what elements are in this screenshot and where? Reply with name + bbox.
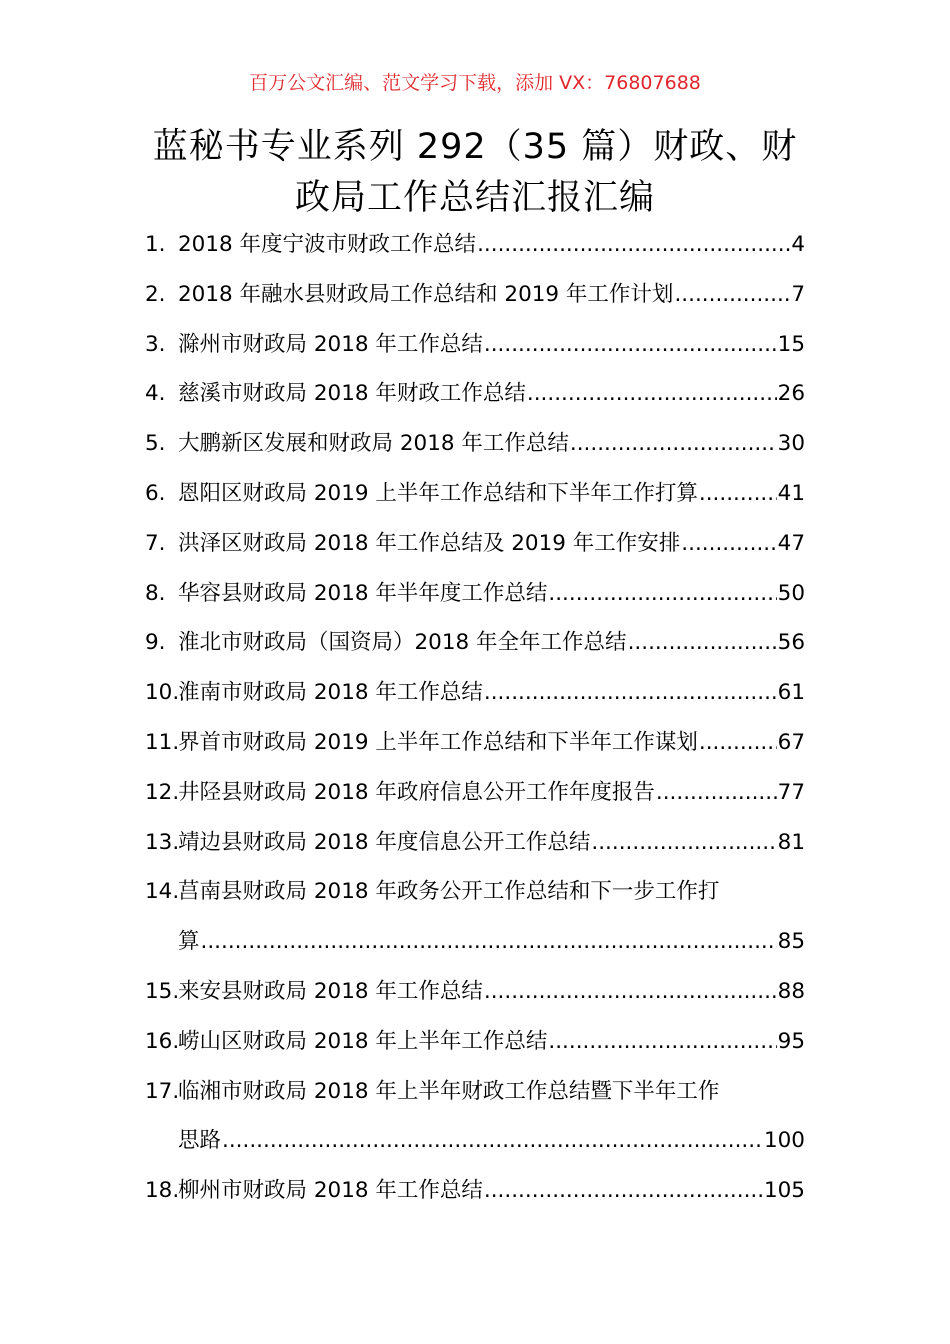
dot-leader xyxy=(656,777,777,809)
dot-leader xyxy=(201,926,777,958)
toc-entry[interactable] xyxy=(145,777,805,827)
toc-entry[interactable] xyxy=(145,1175,805,1225)
toc-page: 61 xyxy=(777,680,805,706)
toc-title: 洪泽区财政局 2018 年工作总结及 2019 年工作安排 xyxy=(178,530,681,556)
dot-leader xyxy=(628,627,777,659)
toc-number: 13. xyxy=(145,829,180,855)
toc-title: 慈溪市财政局 2018 年财政工作总结 xyxy=(178,381,526,407)
dot-leader xyxy=(484,677,777,709)
toc-page: 88 xyxy=(777,978,805,1004)
toc-number: 12. xyxy=(145,779,180,805)
dot-leader xyxy=(484,976,777,1008)
dot-leader xyxy=(548,1026,776,1058)
dot-leader xyxy=(681,528,776,560)
toc-page: 50 xyxy=(777,580,805,606)
toc-entry[interactable] xyxy=(145,727,805,777)
toc-page: 67 xyxy=(777,729,805,755)
toc-title: 柳州市财政局 2018 年工作总结 xyxy=(178,1178,483,1204)
toc-entry[interactable] xyxy=(145,1026,805,1076)
toc-page: 41 xyxy=(777,480,805,506)
toc-entry-continued[interactable] xyxy=(145,926,805,976)
toc-title: 莒南县财政局 2018 年政务公开工作总结和下一步工作打 xyxy=(178,879,720,905)
toc-entry[interactable] xyxy=(145,627,805,677)
toc-page: 85 xyxy=(777,929,805,955)
dot-leader xyxy=(222,1125,763,1157)
toc-page: 26 xyxy=(777,381,805,407)
toc-number: 15. xyxy=(145,978,180,1004)
toc-number: 17. xyxy=(145,1078,180,1104)
toc-entry[interactable] xyxy=(145,279,805,329)
dot-leader xyxy=(570,428,777,460)
toc-title: 淮北市财政局（国资局）2018 年全年工作总结 xyxy=(178,630,627,656)
title-line-1: 蓝秘书专业系列 292（35 篇）财政、财 xyxy=(152,127,798,167)
title-line-2: 政局工作总结汇报汇编 xyxy=(294,178,655,218)
toc-title: 临湘市财政局 2018 年上半年财政工作总结暨下半年工作 xyxy=(178,1078,720,1104)
dot-leader xyxy=(527,378,777,410)
toc-entry[interactable] xyxy=(145,827,805,877)
toc-title: 恩阳区财政局 2019 上半年工作总结和下半年工作打算 xyxy=(178,480,698,506)
toc-page: 30 xyxy=(777,431,805,457)
toc-number: 14. xyxy=(145,879,180,905)
table-of-contents xyxy=(145,229,805,1225)
toc-number: 9. xyxy=(145,630,166,656)
download-banner: 百万公文汇编、范文学习下载，添加 VX：76807688 xyxy=(249,72,701,94)
dot-leader xyxy=(591,827,776,859)
dot-leader xyxy=(477,229,790,261)
toc-title: 大鹏新区发展和财政局 2018 年工作总结 xyxy=(178,431,569,457)
dot-leader xyxy=(674,279,790,311)
dot-leader xyxy=(484,1175,763,1207)
toc-title-continued: 算 xyxy=(178,929,200,955)
toc-entry[interactable] xyxy=(145,478,805,528)
toc-title: 2018 年度宁波市财政工作总结 xyxy=(178,232,477,257)
toc-page: 56 xyxy=(777,630,805,656)
toc-title: 井陉县财政局 2018 年政府信息公开工作年度报告 xyxy=(178,779,655,805)
toc-page: 81 xyxy=(777,829,805,855)
toc-title: 2018 年融水县财政局工作总结和 2019 年工作计划 xyxy=(178,281,674,307)
toc-number: 8. xyxy=(145,580,166,606)
toc-entry[interactable] xyxy=(145,528,805,578)
toc-title: 淮南市财政局 2018 年工作总结 xyxy=(178,680,483,706)
toc-title: 滁州市财政局 2018 年工作总结 xyxy=(178,331,483,357)
toc-page: 15 xyxy=(777,331,805,357)
toc-title: 界首市财政局 2019 上半年工作总结和下半年工作谋划 xyxy=(178,729,698,755)
toc-title-continued: 思路 xyxy=(178,1128,222,1154)
toc-entry[interactable] xyxy=(145,229,805,279)
toc-number: 2. xyxy=(145,281,166,307)
toc-page: 7 xyxy=(791,281,805,307)
toc-number: 6. xyxy=(145,480,166,506)
toc-entry[interactable] xyxy=(145,876,805,926)
toc-number: 5. xyxy=(145,431,166,457)
toc-entry[interactable] xyxy=(145,976,805,1026)
dot-leader xyxy=(548,578,776,610)
toc-title: 靖边县财政局 2018 年度信息公开工作总结 xyxy=(178,829,591,855)
toc-number: 1. xyxy=(145,232,166,257)
toc-entry-continued[interactable] xyxy=(145,1125,805,1175)
dot-leader xyxy=(699,727,777,759)
toc-entry[interactable] xyxy=(145,677,805,727)
toc-page: 4 xyxy=(791,232,805,257)
toc-entry[interactable] xyxy=(145,578,805,628)
toc-entry[interactable] xyxy=(145,378,805,428)
toc-number: 7. xyxy=(145,530,166,556)
toc-title: 崂山区财政局 2018 年上半年工作总结 xyxy=(178,1028,548,1054)
toc-page: 105 xyxy=(763,1178,805,1204)
toc-title: 华容县财政局 2018 年半年度工作总结 xyxy=(178,580,548,606)
dot-leader xyxy=(699,478,777,510)
toc-number: 16. xyxy=(145,1028,180,1054)
toc-entry[interactable] xyxy=(145,428,805,478)
toc-number: 11. xyxy=(145,729,180,755)
dot-leader xyxy=(484,329,777,361)
toc-entry[interactable] xyxy=(145,329,805,379)
toc-page: 95 xyxy=(777,1028,805,1054)
toc-title: 来安县财政局 2018 年工作总结 xyxy=(178,978,483,1004)
toc-number: 18. xyxy=(145,1178,180,1204)
toc-page: 100 xyxy=(763,1128,805,1154)
toc-number: 4. xyxy=(145,381,166,407)
toc-entry[interactable] xyxy=(145,1076,805,1126)
document-title xyxy=(120,122,830,224)
toc-page: 77 xyxy=(777,779,805,805)
toc-number: 10. xyxy=(145,680,180,706)
toc-number: 3. xyxy=(145,331,166,357)
toc-page: 47 xyxy=(777,530,805,556)
